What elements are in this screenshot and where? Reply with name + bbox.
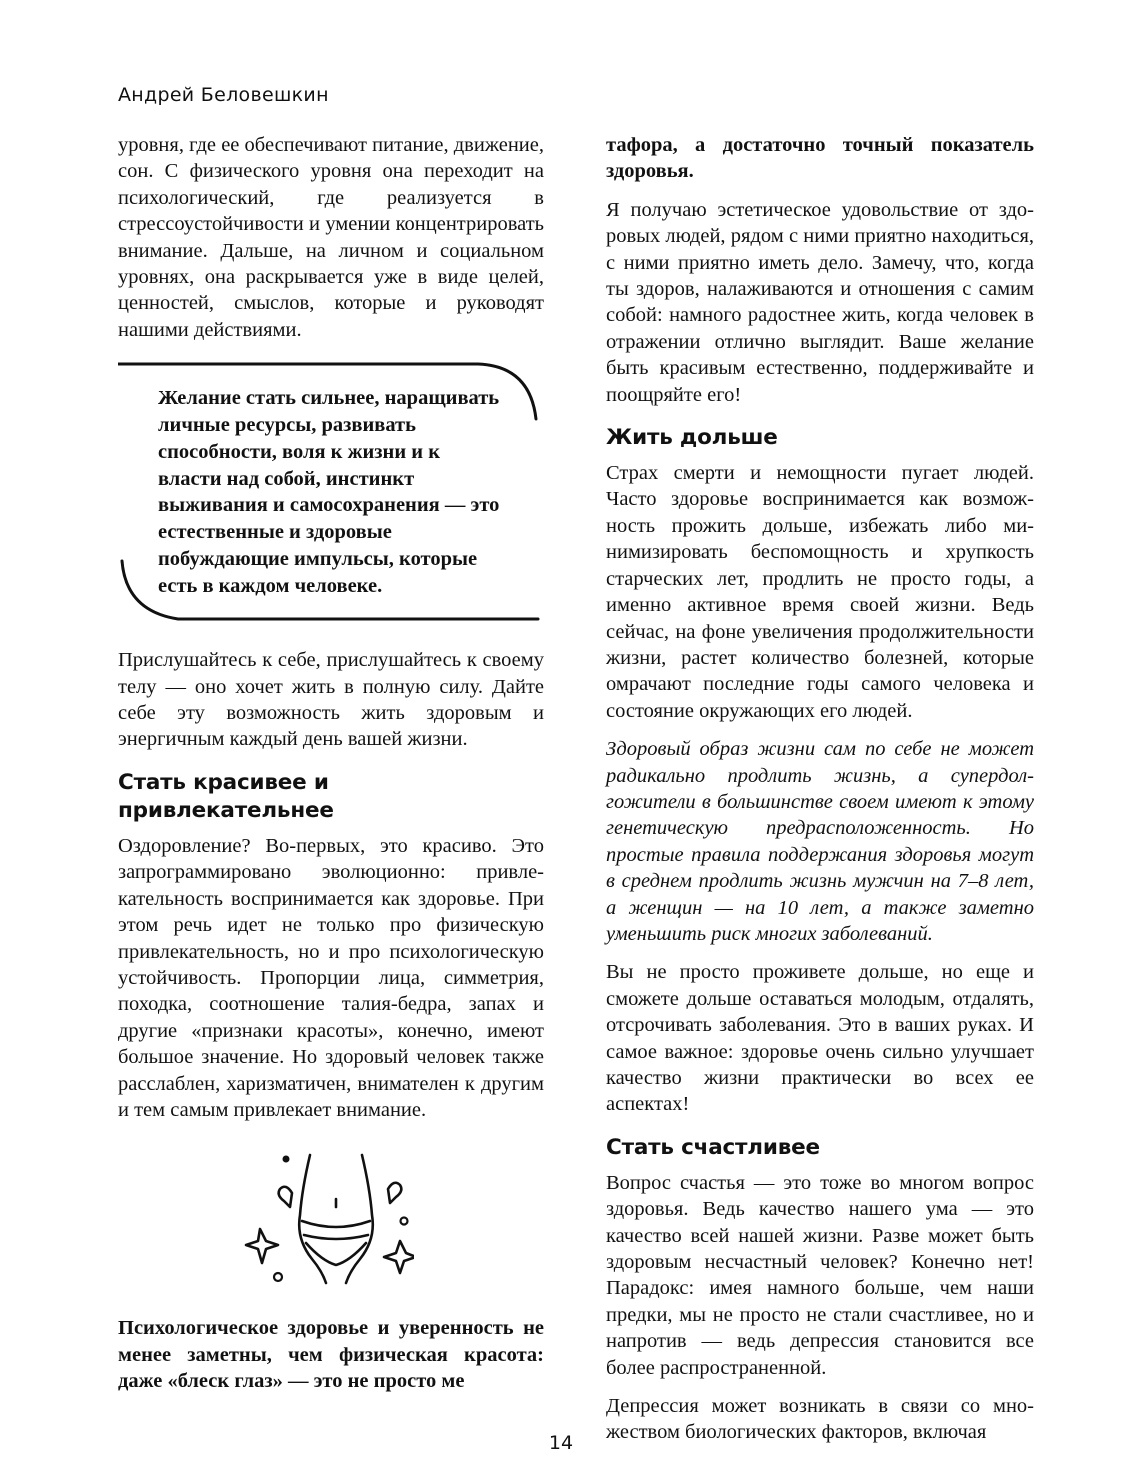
paragraph: Я получаю эстетическое удовольствие от здоровых людей, рядом с ними приятно находиться, с ними приятно иметь дело. Замечу, что, когда ты здоров, налаживаются и отношения с самим собой: намного радостнее жить, когда человек в отражении отлично выглядит. Ваше желание быть красивым естественно, поддерживайте и поощряйте его!: [606, 198, 1034, 406]
paragraph: уровня, где ее обеспечивают питание, движение, сон. С физического уровня она переходит на психологический, где реализуется в стрессоустойчивости и умении концентрировать внимание. Дальше, на личном и социальном уровнях, она раскрывается уже в виде целей, ценностей, смыслов, которые и руководят нашими действиями.: [118, 134, 544, 341]
body-illustration: [118, 1149, 544, 1285]
pull-quote-text: Желание стать сильнее, наращивать личные ресурсы, развивать способности, воля к жизни и к власти над собой, инстинкт выживания и самосохранения — это естественные и здоровые побуждающие импульсы, которые есть в каждом человеке.: [158, 387, 500, 597]
right-column: [606, 132, 1034, 1446]
paragraph-bold: Психологическое здоровье и уверенность не менее заметны, чем физическая красота: даже «блеск глаз» — это не просто ме: [118, 1317, 544, 1393]
running-header-author: Андрей Беловешкин: [118, 84, 329, 106]
paragraph: Страх смерти и немощности пугает людей. Часто здоровье воспринимается как возможность прожить дольше, избежать либо минимизировать беспомощность и хрупкость старческих лет, продлить не просто годы, а именно активное время своей жизни. Ведь сейчас, на фоне увеличения продолжительности жизни, растет количество болезней, которые омрачают последние годы самого человека и состояние окружающих его людей.: [606, 462, 1034, 722]
torso-sparkles-icon: [244, 1149, 414, 1285]
paragraph-italic: Здоровый образ жизни сам по себе не может радикально продлить жизнь, а супердолгожители в большинстве своем имеют к этому генетическую предрасположенность. Но простые правила поддержания здоровья могут в среднем продлить жизнь мужчин на 7–8 лет, а женщин — на 10 лет, а также заметно уменьшить риск многих заболеваний.: [606, 738, 1034, 945]
paragraph: Депрессия может возникать в связи со множеством биологических факторов, включая: [606, 1395, 1034, 1444]
page-number: 14: [548, 1432, 574, 1454]
paragraph: Прислушайтесь к себе, прислушайтесь к своему телу — оно хочет жить в полную силу. Дайте себе эту возможность жить здоровым и энергичным каждый день вашей жизни.: [118, 649, 544, 751]
pull-quote: [118, 361, 544, 623]
paragraph: Вопрос счастья — это тоже во многом вопрос здоровья. Ведь качество нашего ума — это качество всей нашей жизни. Разве может быть здоровым несчастный человек? Конечно нет! Парадокс: имея намного больше, чем наши предки, мы не просто не стали счастливее, но и напротив — ведь депрессия становится все более распространенной.: [606, 1171, 1034, 1379]
section-heading-happier: Стать счастливее: [606, 1134, 820, 1160]
section-heading-beauty: Стать красивее и привлекательнее: [118, 769, 334, 823]
section-heading-live-longer: Жить дольше: [606, 425, 778, 451]
left-column: [118, 132, 544, 1395]
paragraph-bold: тафора, а достаточно точный показатель здоровья.: [606, 134, 1034, 183]
paragraph: Оздоровление? Во-первых, это красиво. Это запрограммировано эволюционно: привлекательность воспринимается как здоровье. При этом речь идет не только про физическую привлекательность, но и про психологическую устойчивость. Пропорции лица, симметрия, походка, соотношение талия-бедра, запах и другие «признаки красоты», конечно, имеют большое значение. Но здоровый человек также расслаблен, харизматичен, внимателен к другим и тем самым привлекает внимание.: [118, 834, 544, 1121]
paragraph: Вы не просто проживете дольше, но еще и сможете дольше оставаться молодым, отдалять, отсрочивать заболевания. Это в ваших руках. И самое важное: здоровье очень сильно улучшает качество жизни практически во всех ее аспектах!: [606, 961, 1034, 1116]
